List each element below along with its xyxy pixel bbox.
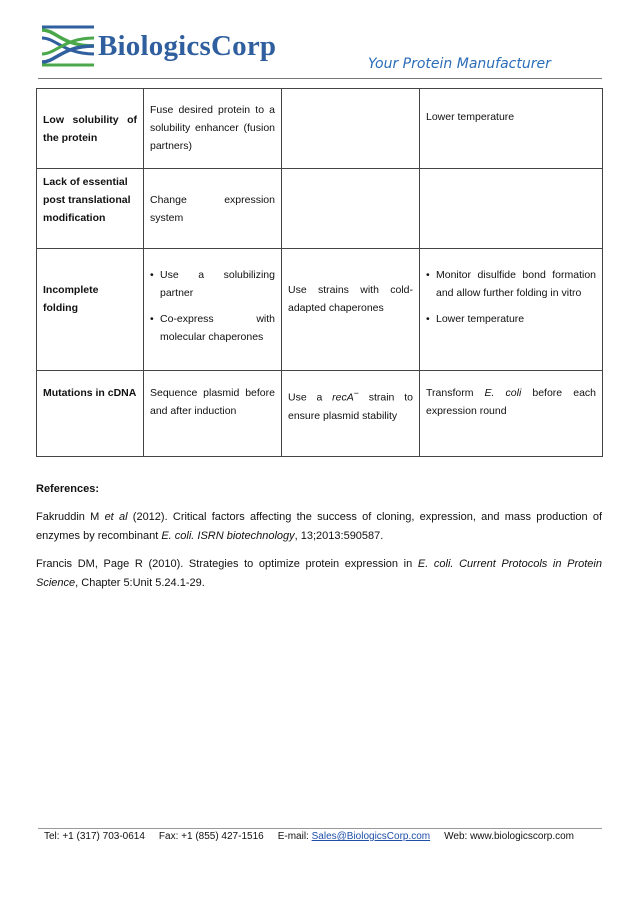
table-cell [144,89,282,169]
header-divider [38,78,602,79]
table-row [37,169,603,249]
text-part: , Chapter 5:Unit 5.24.1-29. [75,577,205,589]
text-part: Transform [426,387,485,399]
dna-helix-icon [40,24,96,68]
table-cell [420,249,603,371]
issue-cell [37,249,144,371]
text-part: (2012). Critical factors affecting the success of cloning, expression, and mass production of enzymes by recombinant [36,511,603,542]
cell-text: Sequence plasmid before and after induction [150,387,275,417]
table-cell [282,89,420,169]
issue-text: Incomplete folding [43,284,99,314]
superscript: − [353,388,359,398]
table-cell [282,371,420,457]
text-part: before each expression round [426,387,596,417]
bullet-list [150,266,275,346]
tagline: Your Protein Manufacturer [368,56,551,72]
page-header [0,0,638,88]
cell-text [288,384,413,425]
list-item: • Monitor disulfide bond formation and allow further folding in vitro [426,266,596,302]
cell-text [426,384,596,420]
text-italic: E. coli. ISRN biotechnology [161,530,295,542]
text-italic: et al [104,511,128,523]
references-section [36,480,602,593]
company-logo [40,24,277,68]
footer-web[interactable]: Web: www.biologicscorp.com [444,831,575,842]
issue-text: Lack of essential post translational modification [43,176,131,224]
cell-text: Lower temperature [426,111,515,123]
table-cell [420,169,603,249]
page-footer [44,831,574,842]
table-cell [144,249,282,371]
text-part: Use a [288,391,333,404]
table-cell [420,89,603,169]
footer-divider [38,828,602,829]
footer-email-link[interactable]: Sales@BiologicsCorp.com [311,831,431,842]
footer-email-label: E-mail: [277,831,312,842]
references-title: References: [36,483,99,495]
issue-text: Low solubility of the protein [43,114,137,144]
issue-cell [37,371,144,457]
text-part: Francis DM, Page R (2010). Strategies to optimize protein expression in [36,558,418,570]
table-cell [282,249,420,371]
footer-tel: Tel: +1 (317) 703-0614 [44,831,145,842]
gene-name: recA [332,391,354,404]
reference-item [36,508,602,546]
table-row [37,371,603,457]
issue-cell [37,89,144,169]
table-cell [144,169,282,249]
reference-item [36,555,602,593]
table-cell [144,371,282,457]
table-cell [282,169,420,249]
text-part: , 13;2013:590587. [294,530,384,542]
bullet-list [426,266,596,328]
footer-fax: Fax: +1 (855) 427-1516 [158,831,264,842]
cell-text: Use strains with cold-adapted chaperones [288,284,413,314]
cell-text: Change expression system [150,194,275,224]
table-cell [420,371,603,457]
list-item: • Co-express with molecular chaperones [150,310,275,346]
list-item: • Lower temperature [426,310,596,328]
table-row [37,89,603,169]
list-item: • Use a solubilizing partner [150,266,275,302]
issue-cell [37,169,144,249]
troubleshooting-table [36,88,603,457]
text-italic: E. coli. Current Protocols in Protein Science [36,558,602,589]
table-row [37,249,603,371]
text-part: Fakruddin M [36,511,105,523]
species-name: E. coli [484,387,522,399]
cell-text: Fuse desired protein to a solubility enhancer (fusion partners) [150,104,275,152]
issue-text: Mutations in cDNA [43,387,137,399]
company-name: BiologicsCorp [98,30,277,62]
text-part: strain to ensure plasmid stability [288,391,413,422]
